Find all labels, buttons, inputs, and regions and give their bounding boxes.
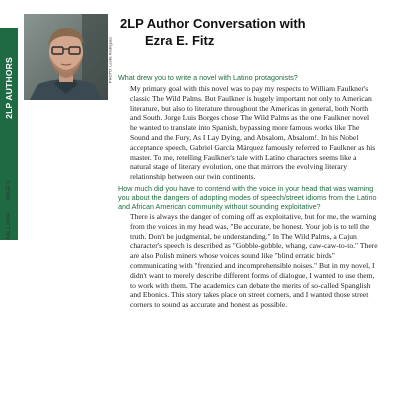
folio (6, 181, 12, 240)
folio-separator (7, 205, 11, 209)
author-portrait-image (24, 14, 108, 100)
section-label: 2LP AUTHORS (4, 57, 14, 119)
question-1: What drew you to write a novel with Latino protagonists? (118, 73, 298, 82)
title-line-2: Ezra E. Fitz (145, 33, 215, 48)
article-title (120, 15, 380, 49)
author-photo (24, 14, 108, 100)
title-line-1: 2LP Author Conversation with (120, 16, 306, 31)
issue-date: FALL 2014 (6, 213, 12, 240)
photo-credit: PHOTO: Leslie Rodriguez (107, 36, 113, 84)
answer-1: My primary goal with this novel was to pay my respects to William Faulkner's classic The Wild Palms. But Faulkner is hugely important not only to American literature, but also to literature throughout the Americas in general, both North and South. Jorge Luis Borges chose The Wild Palms as the one Faulkner novel he wanted to translate into Spanish, bypassing more famous works like The Sound and the Fury, As I Lay Dying, and Absalom, Absalom!. In his Nobel acceptance speech, Gabriel García Márquez famously referred to Faulkner as his master. To me, retelling Faulkner's tale with Latino characters seems like a natural stage of literary evolution, one that mirrors the evolving literary relationship between our twin continents. (130, 84, 376, 182)
answer-2: There is always the danger of coming off as exploitative, but for me, the warning from the voices in my head was, "Be accurate, be honest. Your job is to tell the truth. Don't be judgmental, be understanding." In The Wild Palms, a Cajun character's speech is described as "Gobble-gobble, whang, caw-caw-to-to." There are also Polish miners whose voices sound like "blind erratic birds" communicating with "frenzied and incomprehensible noises." But in my novel, I didn't want to merely describe different forms of dialogue, I wanted to use them, to work with them. The academics can debate the merits of so-called Spanglish and Ebonics. This story takes place on street corners, and I wanted those street corners to sound as accurate and honest as possible. (130, 212, 378, 310)
page-number: PAGE 6 (6, 180, 12, 200)
question-2: How much did you have to contend with the voice in your head that was warning you about the dangers of adopting modes of speech/street idioms from the Latino and African American community without sounding exploitative? (118, 184, 377, 212)
